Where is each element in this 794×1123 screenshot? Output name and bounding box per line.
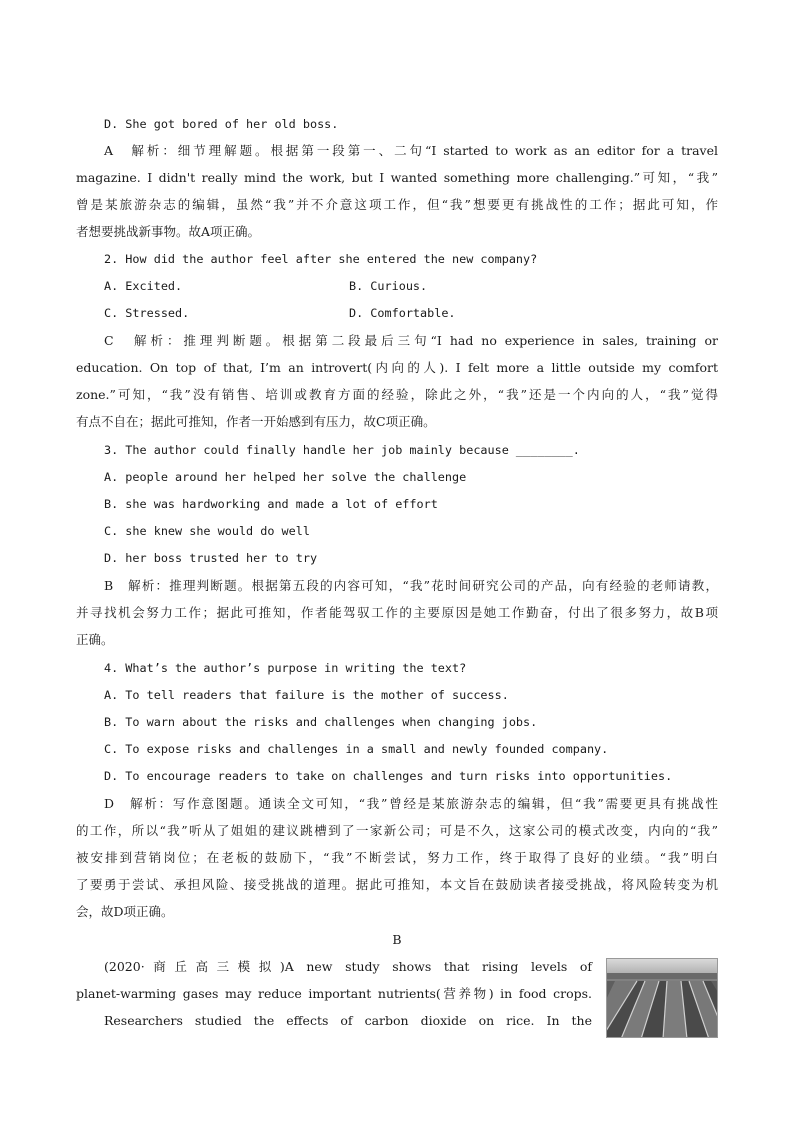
rice-field-photo [606, 958, 718, 1038]
passage-b-line-2: planet-warming gases may reduce important nutrients(营养物) in food crops. [76, 986, 592, 1001]
q1-explanation-line-3: 曾是某旅游杂志的编辑，虽然“我”并不介意这项工作，但“我”想要更有挑战性的工作；据此可知，作 [76, 197, 718, 212]
q2-stem: 2. How did the author feel after she entered the new company? [104, 252, 538, 266]
q4-explanation-line-5: 会，故D项正确。 [76, 904, 174, 919]
q3-option-c: C. she knew she would do well [104, 524, 310, 538]
q2-explanation-line-3: zone.”可知，“我”没有销售、培训或教育方面的经验，除此之外，“我”还是一个内向的人，“我”觉得 [76, 387, 718, 402]
q1-explanation-line-2: magazine. I didn't really mind the work, but I wanted something more challenging.”可知，“我” [76, 170, 718, 185]
q4-option-c: C. To expose risks and challenges in a small and newly founded company. [104, 742, 609, 756]
q2-explanation-line-2: education. On top of that, I’m an introvert(内向的人). I felt more a little outside my comfort [76, 360, 718, 375]
q3-option-b: B. she was hardworking and made a lot of effort [104, 497, 438, 511]
q4-explanation-line-1: D 解析：写作意图题。通读全文可知，“我”曾经是某旅游杂志的编辑，但“我”需要更具有挑战性 [104, 796, 718, 811]
q1-explanation-line-4: 者想要挑战新事物。故A项正确。 [76, 224, 261, 239]
q1-option-d: D. She got bored of her old boss. [104, 117, 339, 131]
q3-explanation-line-2: 并寻找机会努力工作；据此可推知，作者能驾驭工作的主要原因是她工作勤奋，付出了很多努力，故B项 [76, 605, 718, 620]
section-heading-b: B [392, 932, 402, 947]
q3-explanation-line-1: B 解析：推理判断题。根据第五段的内容可知，“我”花时间研究公司的产品，向有经验的老师请教， [104, 578, 718, 593]
passage-b-line-3: Researchers studied the effects of carbon dioxide on rice. In the [104, 1013, 592, 1028]
q4-explanation-line-2: 的工作，所以“我”听从了姐姐的建议跳槽到了一家新公司；可是不久，这家公司的模式改变，内向的“我” [76, 823, 718, 838]
q3-explanation-line-3: 正确。 [76, 632, 114, 647]
q2-option-c: C. Stressed. [104, 306, 190, 320]
q4-stem: 4. What’s the author’s purpose in writing the text? [104, 661, 467, 675]
q1-explanation-line-1: A 解析：细节理解题。根据第一段第一、二句“I started to work as an editor for a travel [104, 143, 718, 158]
q4-option-d: D. To encourage readers to take on challenges and turn risks into opportunities. [104, 769, 673, 783]
q4-option-b: B. To warn about the risks and challenges when changing jobs. [104, 715, 538, 729]
q4-explanation-line-4: 了要勇于尝试、承担风险、接受挑战的道理。据此可推知，本文旨在鼓励读者接受挑战，将风险转变为机 [76, 877, 718, 892]
q2-option-a: A. Excited. [104, 279, 183, 293]
q3-option-d: D. her boss trusted her to try [104, 551, 318, 565]
q2-explanation-line-4: 有点不自在；据此可推知，作者一开始感到有压力，故C项正确。 [76, 414, 436, 429]
q3-stem: 3. The author could finally handle her job mainly because ________. [104, 443, 580, 457]
q2-explanation-line-1: C 解析：推理判断题。根据第二段最后三句“I had no experience in sales, training or [104, 333, 718, 348]
passage-b-line-1: (2020·商丘高三模拟)A new study shows that rising levels of [104, 959, 592, 974]
q4-explanation-line-3: 被安排到营销岗位；在老板的鼓励下，“我”不断尝试，努力工作，终于取得了良好的业绩。“我”明白 [76, 850, 718, 865]
q2-option-d: D. Comfortable. [349, 306, 456, 320]
q3-option-a: A. people around her helped her solve the challenge [104, 470, 467, 484]
q2-option-b: B. Curious. [349, 279, 428, 293]
q4-option-a: A. To tell readers that failure is the mother of success. [104, 688, 509, 702]
rice-field-illustration [607, 959, 718, 1038]
